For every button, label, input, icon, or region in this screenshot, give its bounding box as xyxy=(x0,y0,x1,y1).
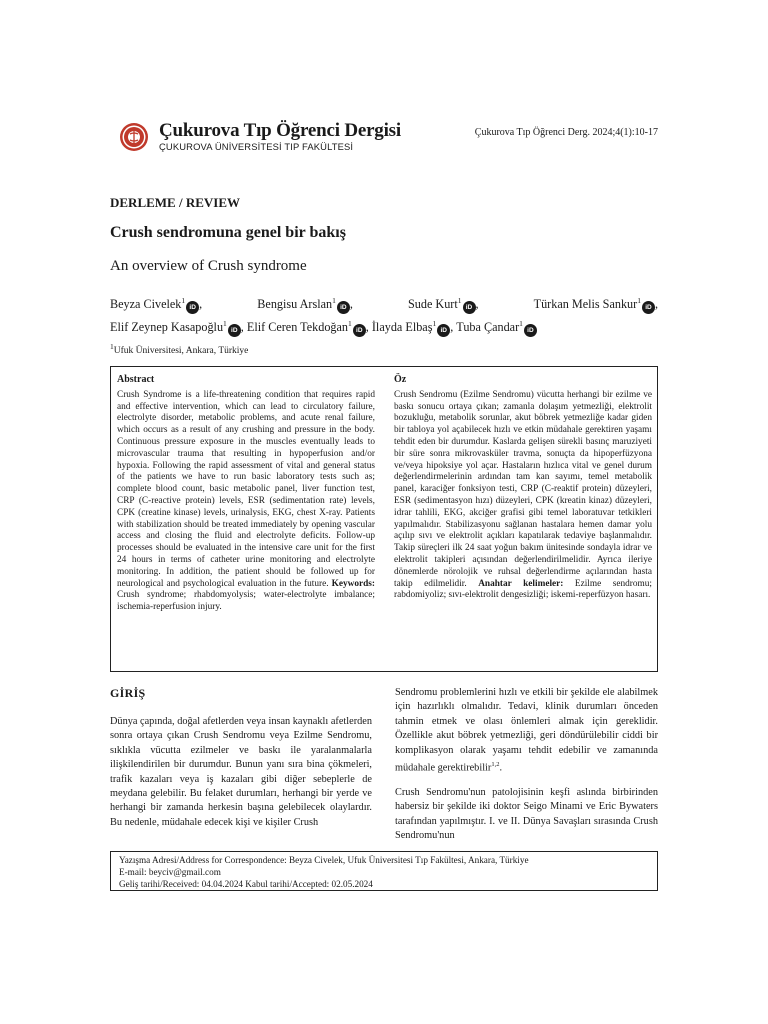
journal-name: Çukurova Tıp Öğrenci Dergisi xyxy=(159,120,401,141)
body-paragraph: Sendromu problemlerini hızlı ve etkili bir şekilde ele alabilmek için hazırlıklı olmalıdır. Tedavi, klinik durumları önceden tahmin etmek ve olası önlemleri almak için gereklidir. Özellikle akut böbrek yetmezliği, geri döndürülebilir ciddi bir komplikasyon olarak yaşamı tehdit edebilir ve zamanında müdahale gerektirebilir$^{1,2}$. xyxy=(395,687,658,774)
orcid-icon[interactable]: iD xyxy=(186,301,199,314)
orcid-icon[interactable]: iD xyxy=(463,301,476,314)
author: Elif Ceren Tekdoğan$^1$iD , xyxy=(247,314,372,337)
title-english: An overview of Crush syndrome xyxy=(110,258,307,274)
body-paragraph: Dünya çapında, doğal afetlerden veya insan kaynaklı afetlerden sonra ortaya çıkan Crush Sendromu veya Ezilme Sendromu, sıklıkla vücutta ezilmeler ve baskı ile yaralanmalarla ilişkilendirilen bir durumdur. Bunun yanı sıra bina çökmeleri, trafik kazaları veya iş kazaları gibi diğer sebeplerle de meydana gelebilir. Bu felaket durumları, herhangi bir yerde ve herhangi bir zamanda herkesin başına gelebilecek olaylardır. Bu nedenle, müdahale edecek kişi ve kişiler Crush xyxy=(110,716,372,828)
author: Sude Kurt$^1$iD , xyxy=(408,291,479,314)
abstract-text: Crush Syndrome is a life-threatening condition that requires rapid and effective intervention, which can lead to circulatory failure, electrolyte disorder, metabolic problems, and acute renal failure, which occurs as a result of any crushing and pressure in the body. Continuous pressure exposure in the muscles eventually leads to microvascular trauma that resulting in hypoperfusion and/or hypoxia. Following the rapid assessment of vital and general status of the patients we have to run basic laboratory tests such as; complete blood count, basic metabolic panel, liver function test, CRP (C-reactive protein) levels, ESR (sedimentation rate) levels, CPK (creatine kinase) levels, urinalysis, EKG, chest X-ray. Patients with stabilization should be treated immediately by opening vascular access and closing the fluid and electrolyte deficits. Follow-up processes should be evaluated in the intensive care unit for the first 24 hours in terms of catheter urine monitoring and electrolyte monitoring. In addition, the patient should be followed up for neurological and psychological evaluation in the future. xyxy=(117,389,375,589)
oz-heading: Öz xyxy=(394,374,407,385)
author-line-1 xyxy=(110,291,658,314)
abstract-turkish xyxy=(394,374,652,602)
abstract-heading: Abstract xyxy=(117,374,155,385)
abstract-english xyxy=(117,374,375,614)
body-paragraph: Crush Sendromu'nun patolojisinin keşfi aslında birbirinden habersiz bir şekilde iki doktor Seigo Minami ve Eric Bywaters tarafından yapılmıştır. I. ve II. Dünya Savaşları sırasında Crush Sendromu'nun xyxy=(395,786,658,842)
orcid-icon[interactable]: iD xyxy=(642,301,655,314)
author: Bengisu Arslan$^1$iD , xyxy=(257,291,353,314)
title-turkish: Crush sendromuna genel bir bakış xyxy=(110,224,346,241)
section-heading-giris: GİRİŞ xyxy=(110,686,146,700)
anahtar-kelimeler-label: Anahtar kelimeler: xyxy=(478,578,564,589)
received-accepted-dates: Geliş tarihi/Received: 04.04.2024 Kabul tarihi/Accepted: 02.05.2024 xyxy=(119,879,373,889)
author: Beyza Civelek$^1$iD , xyxy=(110,291,202,314)
author: Elif Zeynep Kasapoğlu$^1$iD , xyxy=(110,314,247,337)
faculty-name: ÇUKUROVA ÜNİVERSİTESİ TIP FAKÜLTESİ xyxy=(159,141,354,152)
anahtar-kelimeler-text: Ezilme sendromu; rabdomiyoliz; sıvı-elektrolit dengesizliği; iskemi-reperfüzyon hasarı. xyxy=(394,578,652,601)
correspondence-email[interactable]: E-mail: beyciv@gmail.com xyxy=(119,867,221,877)
affiliation: $^1$Ufuk Üniversitesi, Ankara, Türkiye xyxy=(110,342,249,357)
oz-text: Crush Sendromu (Ezilme Sendromu) vücutta herhangi bir ezilme ve baskı sonucu ortaya çıkan; zamanla dolaşım yetmezliği, elektrolit bozukluğu, metabolik sorunlar, akut böbrek yetmezliğe kadar giden bir tabloya yol açabilecek hızlı ve etkin müdahale gerektiren yaşamı tehdit eden bir durumdur. Kaslarda gelişen sürekli basınç maruziyeti bir süre sonra mikrovasküler travma, sonuçta da hipoperfüzyona ve/veya hipoksiye yol açar. Hastaların hızlıca vital ve genel durum değerlendirmelerinin ardından tam kan sayımı, temel metabolik panel, karaciğer fonksiyon testi, CRP (C-reaktif protein) düzeyleri, ESR (sedimentasyon hızı) düzeyleri, CPK (kreatin kinaz) düzeyleri, idrar tahlili, EKG, akciğer grafisi gibi temel laboratuvar tetkikleri yapılmalıdır. Stabilizasyonu sağlanan hastalara hemen damar yolu açılıp sıvı ve elektrolit açıkları kapatılarak tedaviye başlanmalıdır. Takip süreçleri ilk 24 saat yoğun bakım ünitesinde sondayla idrar ve elektrolit takipleri açısından değerlendirilmelidir. Ayrıca ileriye dönemlerde nörolojik ve ruhsal değerlendirme açılarından hasta takip edilmelidir. xyxy=(394,389,652,589)
keywords-label: Keywords: xyxy=(331,578,376,589)
journal-header xyxy=(117,120,662,156)
citation: Çukurova Tıp Öğrenci Derg. 2024;4(1):10-17 xyxy=(474,127,658,138)
journal-logo-icon xyxy=(119,122,149,152)
correspondence-box xyxy=(110,851,658,891)
keywords-text: Crush syndrome; rhabdomyolysis; water-electrolyte imbalance; ischemia-reperfusion injury. xyxy=(117,590,375,613)
orcid-icon[interactable]: iD xyxy=(337,301,350,314)
orcid-icon[interactable]: iD xyxy=(437,324,450,337)
author: Türkan Melis Sankur$^1$iD , xyxy=(534,291,658,314)
reference-citation[interactable]: 1,2 xyxy=(491,761,500,769)
author: Tuba Çandar$^1$iD xyxy=(456,314,537,337)
body-column-left xyxy=(110,715,372,840)
abstract-box xyxy=(110,366,658,672)
body-column-right xyxy=(395,686,658,853)
correspondence-address: Yazışma Adresi/Address for Correspondence: Beyza Civelek, Ufuk Üniversitesi Tıp Fakültesi, Ankara, Türkiye xyxy=(119,855,529,865)
author-list xyxy=(110,291,658,337)
orcid-icon[interactable]: iD xyxy=(524,324,537,337)
orcid-icon[interactable]: iD xyxy=(228,324,241,337)
orcid-icon[interactable]: iD xyxy=(353,324,366,337)
section-type: DERLEME / REVIEW xyxy=(110,195,241,210)
author: İlayda Elbaş$^1$iD , xyxy=(372,314,456,337)
author-line-2 xyxy=(110,314,658,337)
